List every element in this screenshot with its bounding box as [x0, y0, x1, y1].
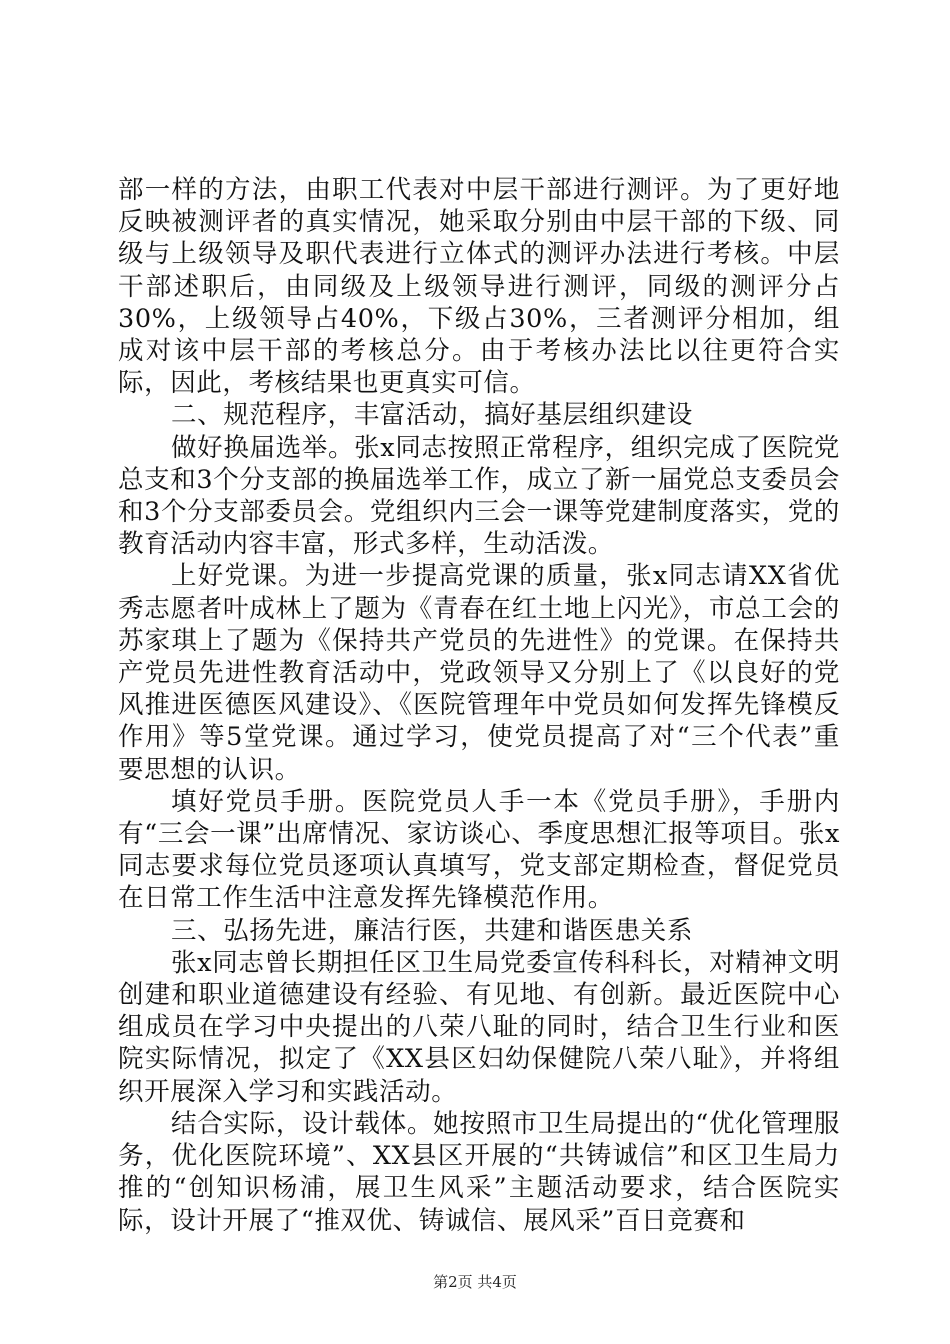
document-body	[118, 174, 840, 1237]
body-paragraph-election: 做好换届选举。张x同志按照正常程序，组织完成了医院党总支和3个分支部的换届选举工作，成立了新一届党总支委员会和3个分支部委员会。党组织内三会一课等党建制度落实，党的教育活动内容丰富，形式多样，生动活泼。	[118, 432, 840, 560]
body-paragraph-ethics: 张x同志曾长期担任区卫生局党委宣传科科长，对精神文明创建和职业道德建设有经验、有见地、有创新。最近医院中心组成员在学习中央提出的八荣八耻的同时，结合卫生行业和医院实际情况，拟定了《XX县区妇幼保健院八荣八耻》，并将组织开展深入学习和实践活动。	[118, 947, 840, 1107]
body-paragraph-continuation: 部一样的方法，由职工代表对中层干部进行测评。为了更好地反映被测评者的真实情况，她采取分别由中层干部的下级、同级与上级领导及职代表进行立体式的测评办法进行考核。中层干部述职后，由同级及上级领导进行测评，同级的测评分占30%，上级领导占40%，下级占30%，三者测评分相加，组成对该中层干部的考核总分。由于考核办法比以往更符合实际，因此，考核结果也更真实可信。	[118, 175, 840, 399]
body-paragraph-activities: 结合实际，设计载体。她按照市卫生局提出的“优化管理服务，优化医院环境”、XX县区开展的“共铸诚信”和区卫生局力推的“创知识杨浦，展卫生风采”主题活动要求，结合医院实际，设计开展了“推双优、铸诚信、展风采”百日竞赛和	[118, 1108, 840, 1236]
section-heading-2: 二、规范程序，丰富活动，搞好基层组织建设	[171, 400, 694, 431]
page-footer: 第2页 共4页	[433, 1273, 517, 1291]
section-heading-3: 三、弘扬先进，廉洁行医，共建和谐医患关系	[171, 915, 694, 946]
body-paragraph-handbook: 填好党员手册。医院党员人手一本《党员手册》，手册内有“三会一课”出席情况、家访谈心、季度思想汇报等项目。张x同志要求每位党员逐项认真填写，党支部定期检查，督促党员在日常工作生活中注意发挥先锋模范作用。	[118, 786, 840, 914]
body-paragraph-party-class: 上好党课。为进一步提高党课的质量，张x同志请XX省优秀志愿者叶成林上了题为《青春在红土地上闪光》，市总工会的苏家琪上了题为《保持共产党员的先进性》的党课。在保持共产党员先进性教育活动中，党政领导又分别上了《以良好的党风推进医德医风建设》、《医院管理年中党员如何发挥先锋模反作用》等5堂党课。通过学习，使党员提高了对“三个代表”重要思想的认识。	[118, 561, 840, 785]
